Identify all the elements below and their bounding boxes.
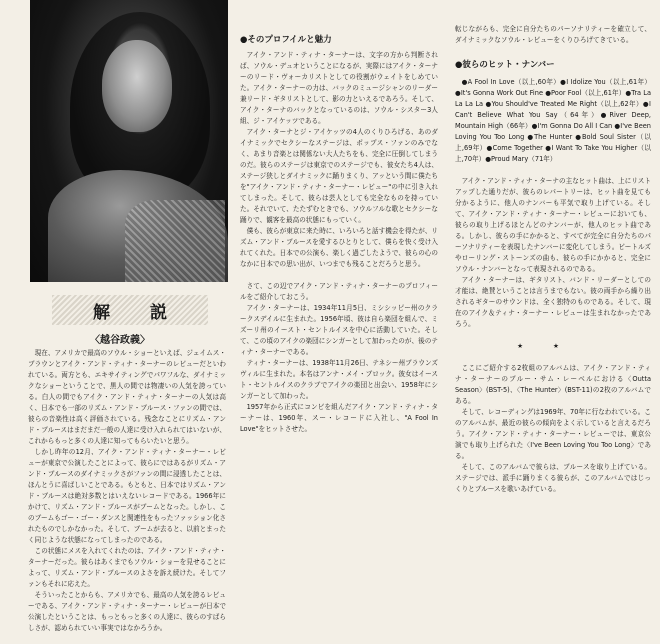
section-divider: ★★	[517, 342, 589, 350]
right-column	[455, 24, 651, 644]
profile-section-title: ●そのプロフイルと魅力	[240, 35, 332, 45]
singer-photo	[30, 0, 228, 282]
paragraph: 現在、アメリカで最高のソウル・ショーといえば、ジェイムス・ブラウンとアイク・アンド・ティナ・ターナーのレビューだといわれている。両方とも、エキサイティングでパワフルな、ダイナミックなショーということで、黒人の間では物凄いの人気を誇っている。白人の間でもアイク・アンド・ティナ・ターナーの人気は高く、日本でも一部のリズム・アンド・ブルース・ファンの間では、彼らの音楽性は高く評価されている。残念なことにリズム・アンド・ブルースはまだまだ一般の人達に受け入れられてはいないが、これからもっと多くの人達に知ってもらいたいと思う。	[28, 349, 226, 445]
hits-section-title: ●彼らのヒット・ナンバー	[455, 60, 555, 70]
paragraph: ティナ・ターナーは、1938年11月26日、テネシー州ブラウンズヴィルに生まれた。本名はアンナ・メイ・ブロック。彼女はイースト・セントルイスのクラブでアイクの楽団と出会い、1958年にシンガーとして加わった。	[240, 359, 438, 400]
photo-sparkle-dress	[125, 200, 225, 282]
paragraph: アイク・アンド・ティナ・ターナの主なヒット曲は、上にリストアップした通りだが、彼らのレパートリーは、ヒット曲を見ても分かるように、他人のナンバーも平気で取り上げている。そして、アイク・アンド・ティナ・ターナー・レビューにおいても、彼らの取り上げるほとんどのナンバーが、他人のヒット曲である。しかし、彼らの手にかかると、すべてが完全に自分たちのパーソナリティーを表現したナンバーに変化してしまう。ビートルズやローリング・ストーンズの曲も、彼らの手にかかると、完全にソウル・ナンバーとなって表現されるのである。	[455, 177, 651, 273]
photo-face	[102, 40, 172, 132]
paragraph: さて、この辺でアイク・アンド・ティナ・ターナーのプロフィールをご紹介しておこう。	[240, 282, 438, 301]
paragraph: しかし昨年の12月、アイク・アンド・ティナ・ターナー・レビューが東京で公演したことによって、彼らにではあるがリズム・アンド・ブルースのダイナミックさがファンの間に浸透したことは、ほんとうに喜ばしいことである。もともと、日本ではリズム・アンド・ブルースは絶対多数とはいえないレコードである。1966年にかけて、リズム・アンド・ブルースがブームとなった。しかし、このブームもゴー・ゴー・ダンスと関連性をもったファッション化されたものでしかなかった。そして、ブームが去ると、以前とまったく同じような状態になってしまったのである。	[28, 448, 226, 544]
paragraph: この状態にメスを入れてくれたのは、アイク・アンド・ティナ・ターナーだった。彼らはあくまでもソウル・ショーを見せることによって、リズム・アンド・ブルースのよさを訴え続けた。そしてファンもそれに応えた。	[28, 547, 226, 588]
paragraph: ここにご紹介する2枚組のアルバムは、アイク・アンド・ティナ・ターナーのブルー・サム・レーベルにおける〈Outta Season〉(BST-5)、〈The Hunter〉(BST-11)の2枚のアルバムである。	[455, 364, 651, 405]
paragraph: アイク・アンド・ティナ・ターナーは、文字の方から判断されば、ソウル・デュオということになるが、実際にはアイク・ターナーのリード・ヴォーカリストとしての役割がウェイトをしめていた。アイク・ターナーの力は、バックのミュージシャンのリーダー兼リード・ギタリストとして、影の力といえるであろう。そして、アイク・ターナのバックとなっているのは、ソウル・シスター3人組、ジ・アイケッツである。	[240, 51, 438, 125]
paragraph: 転じながらも、完全に自分たちのパーソナリティーを確立して、ダイナミックなソウル・レビューをくりひろげてきている。	[455, 25, 651, 44]
paragraph: アイク・ターナとジ・アイケッツの4人のくりひろげる、あのダイナミックでセクシーなステージは、ポップス・ファンのみでなく、あまり音楽とは関係ない大人たちをも、完全に圧倒してしまうのだ。彼らのステージは東京でのステージでも、彼女たち4人は、ステージ狭しとダイナミックに踊りまくり、アッという間に僕たちを"アイク・アンド・ティナ・ターナー・レビュー"の中に引き入れてしまった。そして、彼らは芸人としても完全なものを持っていた。それでいて、たたずむときでも、ソウルフルな歌とセクシーな踊りで、観客を最高の状態にもっていく。	[240, 128, 438, 224]
paragraph: そして、このアルバムで彼らは、ブルースを取り上げている。ステージでは、派手に踊りまくる彼らが、このアルバムではじっくりとブルースを歌いあげている。	[455, 463, 651, 493]
paragraph: 僕も、彼らが東京に来た時に、いろいろと話す機会を得たが、リズム・アンド・ブルースを愛するひとりとして、僕らを快く受け入れてくれた。日本での公演も、楽しく過ごしたようで、彼らの心のなかに日本での思い出が、いつまでも残ることだろうと思う。	[240, 227, 438, 268]
paragraph: そういったことからも、アメリカでも、最高の人気を誇るレビューである、アイク・アンド・ティナ・ターナー・レビューが日本で公演したということは、もっともっと多くの人達に、彼らのすばらしさが、認められていい事実ではなかろうか。	[28, 591, 226, 632]
paragraph: そして、レコーディングは1969年、70年に行なわれている。このアルバムが、最近の彼らの傾向をよく示していると言えるだろう。アイク・アンド・ティナ・ターナー・レビューでは、東京公演でも取り上げられた〈I've Been Loving You Too Long〉である。	[455, 408, 651, 460]
paragraph: アイク・ターナーは、ギタリスト、バンド・リーダーとしての才能は、絶賛ということは言うまでもない。彼の両手から繰り出されるギターのサウンドは、全く独特のものである。そして、現在のアイク＆ティナ・ターナー・レビューは生まれなかったであろう。	[455, 276, 651, 328]
paragraph: アイク・ターナーは、1934年11月5日、ミシシッピー州のクラークスデイルに生まれた。1956年頃、彼は自ら楽団を組んで、ミズーリ州のイースト・セントルイスを中心に活動していた。そして、この頃のアイクの楽団にシンガーとして加わったのが、後のティナ・ターナーである。	[240, 304, 438, 356]
heading-text: 解説	[93, 302, 207, 323]
paragraph: 1957年から正式にコンビを組んだアイク・アンド・ティナ・ターナーは、1960年、スー・レコードに入社し、"A Fool In Love"をヒットさせた。	[240, 403, 438, 433]
section-heading	[52, 295, 208, 325]
hit-list: ●A Fool In Love（以上,60年）●I Idolize You（以上,61年）●It's Gonna Work Out Fine ●Poor Fool（以上,61年）●Tra La La La La ●You Should've Treated Me Right（以上,62年）●I Can't Believe What You Say（64年）●River Deep, Mountain High（66年）●I'm Gonna Do All I Can ●I've Been Loving You Too Long ●The Hunter ●Bold Soul Sister（以上,69年）●Come Together ●I Want To Take You Higher（以上,70年）●Proud Mary（71年）	[455, 78, 651, 163]
middle-column	[240, 50, 438, 644]
left-column	[28, 348, 226, 644]
author-name: 〈越谷政義〉	[90, 335, 150, 346]
